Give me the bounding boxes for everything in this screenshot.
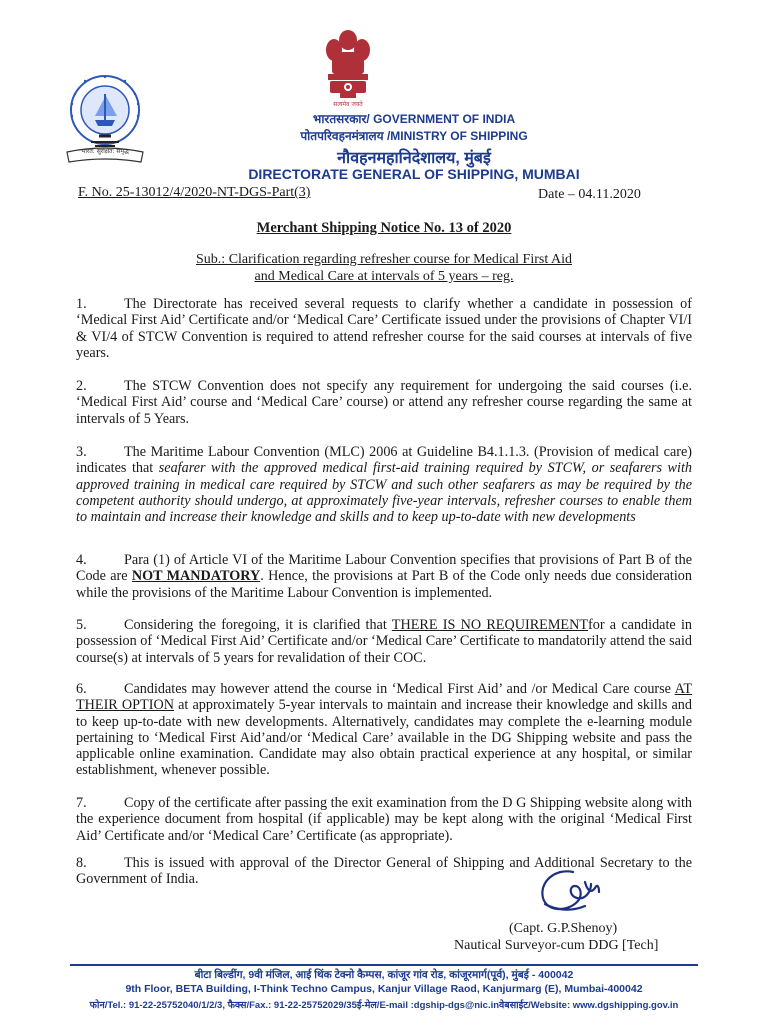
para-number: 6. [76, 681, 87, 697]
para-number: 2. [76, 378, 87, 394]
para-emphasis: THERE IS NO REQUIREMENT [391, 617, 589, 633]
logo-caption: भारत: सुरक्षित: समृद्ध [81, 148, 129, 155]
notice-date: Date – 04.11.2020 [538, 187, 641, 202]
header-ministry: पोतपरिवहनमंत्रालय /MINISTRY OF SHIPPING [300, 129, 528, 143]
emblem-motto: सत्यमेव जयते [333, 101, 363, 108]
notice-title: Merchant Shipping Notice No. 13 of 2020 [256, 220, 512, 236]
national-emblem [318, 26, 378, 110]
para-quote: seafarer with the approved medical first-aid training required by STCW, or seafarers with approved training in medical care required by STCW and such other seafarers as may be required by the competent authority should undergo, at approximately five-year intervals, refresher courses to enable them to maintain and increase their knowledge and skills and to keep up-to-date with new developments [76, 460, 692, 526]
file-number: F. No. 25-13012/4/2020-NT-DGS-Part(3) [78, 185, 311, 200]
signature-icon [525, 862, 615, 922]
handwritten-signature [525, 862, 615, 922]
paragraph-4 [76, 552, 692, 601]
lion-capital-icon [318, 26, 378, 104]
paragraph-2 [76, 378, 692, 427]
signatory-designation: Nautical Surveyor-cum DDG [Tech] [454, 938, 659, 953]
header-directorate: DIRECTORATE GENERAL OF SHIPPING, MUMBAI [248, 166, 580, 182]
para-number: 8. [76, 855, 87, 871]
paragraph-1 [76, 296, 692, 361]
para-text-end: . Hence, the provisions at Part B of the Code only needs due consideration while the provisions of the Maritime Labour Convention is implemented. [76, 568, 692, 601]
para-text: The Maritime Labour Convention (MLC) 2006 at Guideline B4.1.1.3. (Provision of medical care) indicates that [76, 444, 692, 477]
footer-address-hindi: बीटा बिल्डींग, 9वी मंजिल, आई थिंक टेक्नो कैम्पस, कांजूर गांव रोड, कांजूरमार्ग(पूर्व), मुंबई - 400042 [194, 969, 574, 981]
para-text: Para (1) of Article VI of the Maritime Labour Convention specifies that provisions of Part B of the Code are [76, 552, 692, 585]
footer-address: 9th Floor, BETA Building, I-Think Techno Campus, Kanjur Village Raod, Kanjurmarg (E), Mumbai-400042 [125, 983, 643, 995]
subject-line-1: Sub.: Clarification regarding refresher course for Medical First Aid [196, 252, 572, 267]
para-emphasis: NOT MANDATORY [131, 568, 261, 585]
para-text: Copy of the certificate after passing the exit examination from the D G Shipping website along with the experience document from hospital (if applicable) may be kept along with the original ‘Medical First Aid’ Certificate and/or ‘Medical Care’ Certificate (as appropriate). [76, 795, 692, 844]
para-text: The Directorate has received several requests to clarify whether a candidate in possession of ‘Medical First Aid’ Certificate and/or ‘Medical Care’ Certificate issued under the provisions of Chapter VI/I & VI/4 of STCW Convention is required to attend refresher course for the said courses at intervals of five years. [76, 296, 692, 361]
para-emphasis: AT THEIR OPTION [76, 681, 692, 714]
para-number: 4. [76, 552, 87, 568]
header-directorate-hindi: नौवहनमहानिदेशालय, मुंबई [337, 150, 491, 167]
footer-contact: फोन/Tel.: 91-22-25752040/1/2/3, फैक्स/Fax.: 91-22-25752029/35ई-मेल/E-mail :dgship-dgs@nic.inवेबसाईट/Website: www.dgshipping.gov.in [89, 1000, 679, 1011]
para-text-end: for a candidate in possession of ‘Medical First Aid’ Certificate and/or ‘Medical Care’ Certificate to mandatorily attend the said course(s) at intervals of 5 years for revalidation of their COC. [76, 617, 692, 666]
footer-rule [70, 964, 698, 966]
header-government: भारतसरकार/ GOVERNMENT OF INDIA [312, 112, 516, 126]
para-number: 3. [76, 444, 87, 460]
paragraph-7 [76, 795, 692, 844]
para-text: Considering the foregoing, it is clarified that [124, 617, 392, 633]
para-text-end: at approximately 5-year intervals to maintain and increase their knowledge and skills and to keep up-to-date with new developments. Alternatively, candidates may complete the e-learning module pertaining to ‘Medical First Aid’and/or ‘Medical Care’ available in the DG Shipping website and pass the applicable online examination. Candidate may also obtain practical experience at any hospital, or similar establishment, whenever possible. [76, 697, 692, 779]
para-number: 7. [76, 795, 87, 811]
paragraph-5 [76, 617, 692, 666]
para-text: This is issued with approval of the Director General of Shipping and Additional Secretary to the Government of India. [76, 855, 692, 888]
para-number: 1. [76, 296, 87, 312]
subject-line-2: and Medical Care at intervals of 5 years – reg. [254, 269, 514, 284]
para-text: Candidates may however attend the course in ‘Medical First Aid’ and /or Medical Care course [124, 681, 675, 697]
paragraph-6 [76, 681, 692, 779]
signatory-name: (Capt. G.P.Shenoy) [509, 921, 618, 936]
para-number: 5. [76, 617, 87, 633]
para-text: The STCW Convention does not specify any requirement for undergoing the said courses (i.e. ‘Medical First Aid’ course and ‘Medical Care’ course) or attend any refresher course regarding the same at intervals of 5 Years. [76, 378, 692, 427]
paragraph-3 [76, 444, 692, 525]
